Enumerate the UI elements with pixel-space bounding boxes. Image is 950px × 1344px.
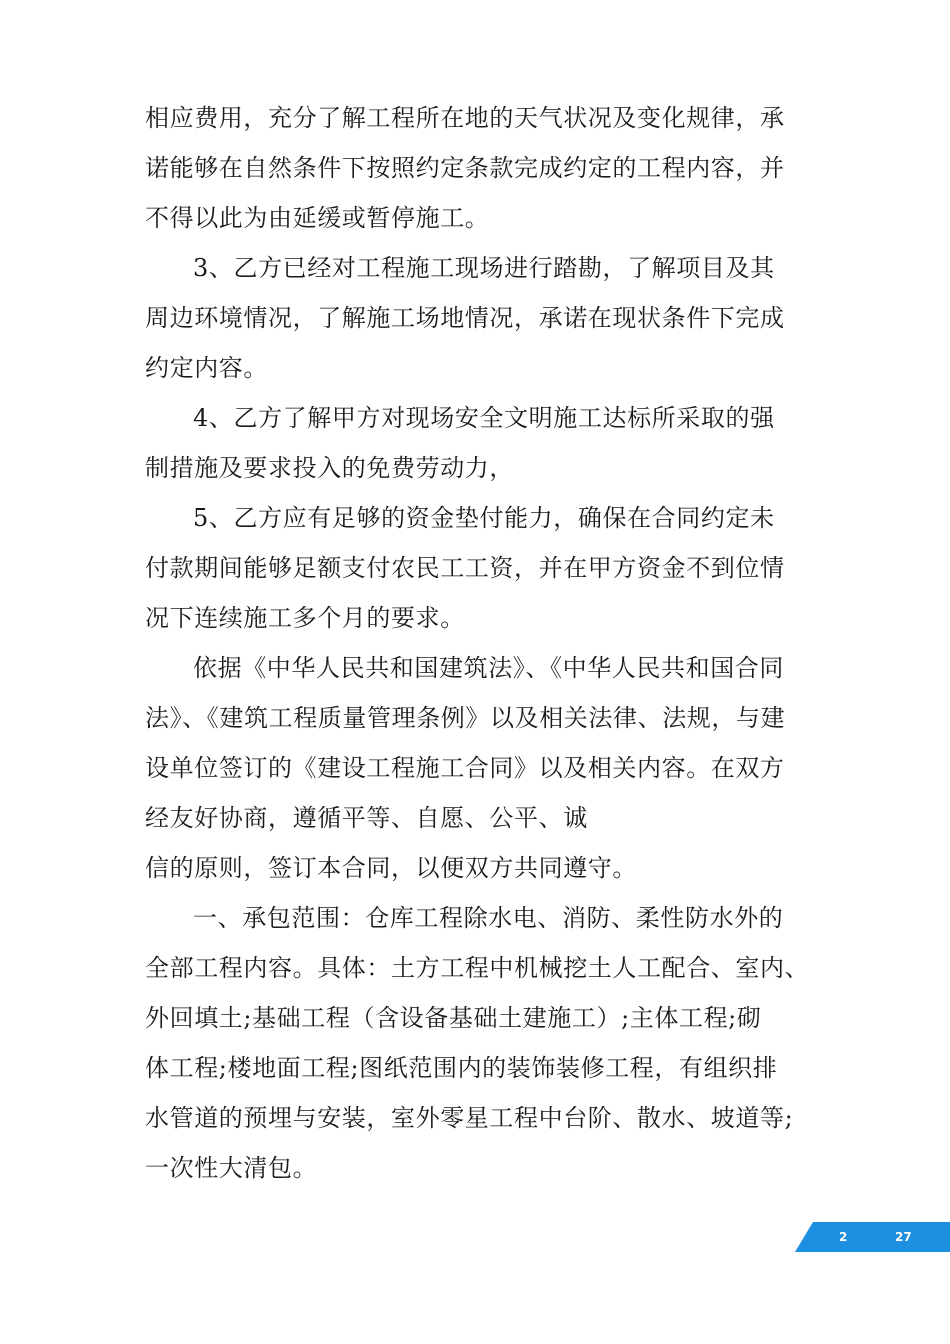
text-line: 付款期间能够足额支付农民工工资，并在甲方资金不到位情 — [145, 554, 785, 582]
text-line: 约定内容。 — [145, 354, 268, 382]
text-line: 一次性大清包。 — [145, 1154, 318, 1182]
text-line: 不得以此为由延缓或暂停施工。 — [145, 204, 490, 232]
text-line: 周边环境情况，了解施工场地情况，承诺在现状条件下完成 — [145, 304, 785, 332]
text-line: 诺能够在自然条件下按照约定条款完成约定的工程内容，并 — [145, 154, 785, 182]
text-line: 法》、《建筑工程质量管理条例》以及相关法律、法规，与建 — [145, 704, 786, 732]
text-line: 4、乙方了解甲方对现场安全文明施工达标所采取的强 — [193, 404, 775, 432]
text-line: 水管道的预埋与安装，室外零星工程中台阶、散水、坡道等; — [145, 1104, 794, 1132]
text-line: 信的原则，签订本合同，以便双方共同遵守。 — [145, 854, 637, 882]
text-line: 外回填土;基础工程（含设备基础土建施工）;主体工程;砌 — [145, 1004, 762, 1032]
page-badge-shape — [795, 1222, 950, 1252]
text-line: 全部工程内容。具体：土方工程中机械挖土人工配合、室内、 — [145, 954, 810, 982]
text-line: 况下连续施工多个月的要求。 — [145, 604, 465, 632]
text-line: 依据《中华人民共和国建筑法》、《中华人民共和国合同 — [193, 654, 784, 682]
page-number-badge — [795, 1222, 950, 1252]
text-line: 3、乙方已经对工程施工现场进行踏勘，了解项目及其 — [193, 254, 775, 282]
text-line: 经友好协商，遵循平等、自愿、公平、诚 — [145, 804, 588, 832]
text-line: 体工程;楼地面工程;图纸范围内的装饰装修工程，有组织排 — [145, 1054, 778, 1082]
text-line: 5、乙方应有足够的资金垫付能力，确保在合同约定未 — [193, 504, 775, 532]
total-pages-number: 27 — [895, 1230, 912, 1244]
current-page-number: 2 — [839, 1230, 848, 1244]
text-line: 制措施及要求投入的免费劳动力， — [145, 454, 514, 482]
text-line: 相应费用，充分了解工程所在地的天气状况及变化规律，承 — [145, 104, 785, 132]
text-line: 一、承包范围：仓库工程除水电、消防、柔性防水外的 — [193, 904, 784, 932]
text-line: 设单位签订的《建设工程施工合同》以及相关内容。在双方 — [145, 754, 785, 782]
